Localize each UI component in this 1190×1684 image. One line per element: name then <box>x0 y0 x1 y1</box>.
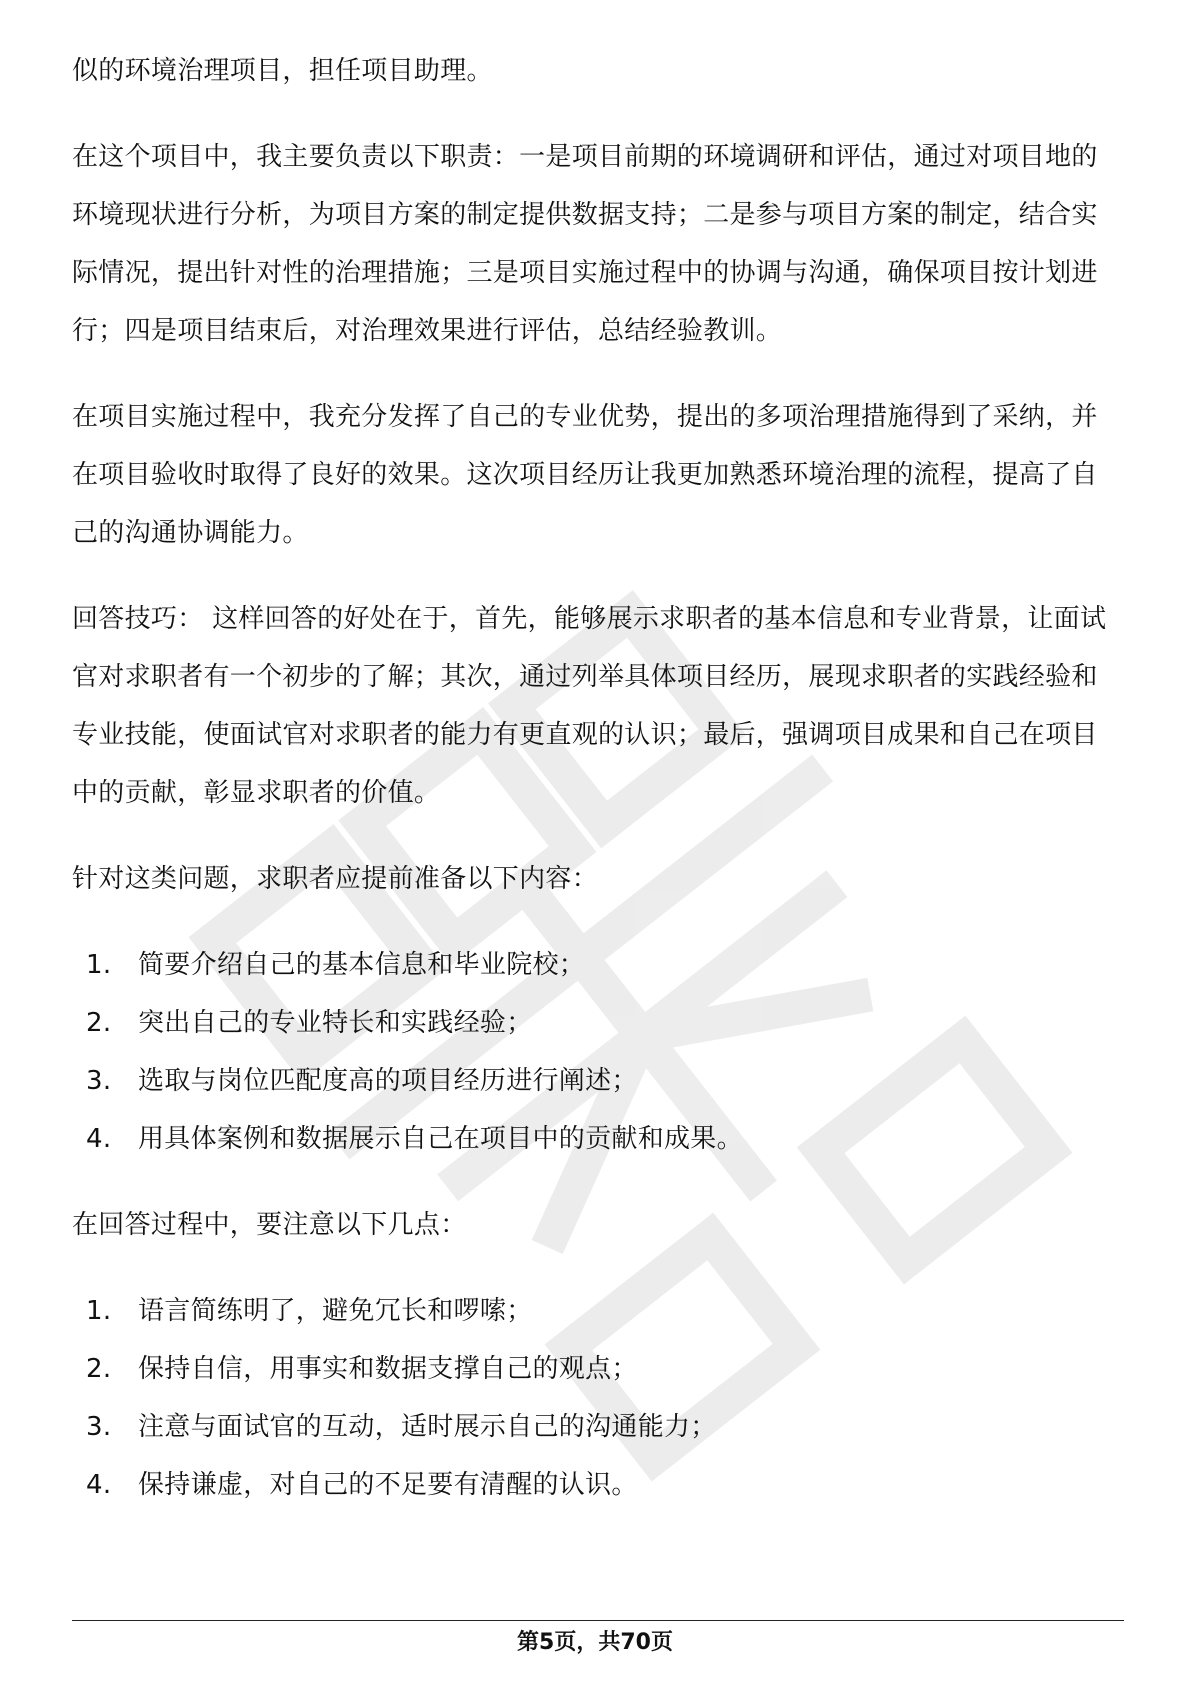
paragraph: 在项目实施过程中，我充分发挥了自己的专业优势，提出的多项治理措施得到了采纳，并在项目验收时取得了良好的效果。这次项目经历让我更加熟悉环境治理的流程，提高了自己的沟通协调能力。 <box>72 402 1098 548</box>
list-item-text: 选取与岗位匹配度高的项目经历进行阐述； <box>138 1066 638 1096</box>
list-item-number: 2. <box>86 1008 112 1038</box>
list-item <box>72 994 1122 1052</box>
paragraph-notes-intro: 在回答过程中，要注意以下几点： <box>72 1210 467 1240</box>
list-item <box>72 1340 1122 1398</box>
list-item <box>72 1110 1122 1168</box>
footer-divider <box>72 1620 1124 1621</box>
list-item-number: 1. <box>86 950 112 980</box>
list-item-number: 4. <box>86 1124 112 1154</box>
list-item-number: 4. <box>86 1470 112 1500</box>
list-item-text: 保持自信，用事实和数据支撑自己的观点； <box>138 1354 638 1384</box>
list-item-text: 保持谦虚，对自己的不足要有清醒的认识。 <box>138 1470 638 1500</box>
document-body <box>72 42 1122 1542</box>
list-item <box>72 1456 1122 1514</box>
list-item-text: 简要介绍自己的基本信息和毕业院校； <box>138 950 586 980</box>
list-item-text: 语言简练明了，避免冗长和啰嗦； <box>138 1296 533 1326</box>
notes-list <box>72 1282 1122 1514</box>
paragraph: 在这个项目中，我主要负责以下职责：一是项目前期的环境调研和评估，通过对项目地的环境现状进行分析，为项目方案的制定提供数据支持；二是参与项目方案的制定，结合实际情况，提出针对性的治理措施；三是项目实施过程中的协调与沟通，确保项目按计划进行；四是项目结束后，对治理效果进行评估，总结经验教训。 <box>72 142 1098 346</box>
list-item <box>72 1398 1122 1456</box>
list-item-text: 注意与面试官的互动，适时展示自己的沟通能力； <box>138 1412 717 1442</box>
list-item <box>72 1052 1122 1110</box>
paragraph: 似的环境治理项目，担任项目助理。 <box>72 56 493 86</box>
list-item-number: 3. <box>86 1412 112 1442</box>
list-item-number: 2. <box>86 1354 112 1384</box>
list-item-number: 3. <box>86 1066 112 1096</box>
page-number: 第5页，共70页 <box>517 1630 673 1655</box>
list-item <box>72 1282 1122 1340</box>
list-item-text: 突出自己的专业特长和实践经验； <box>138 1008 533 1038</box>
paragraph-answer-tips: 回答技巧： 这样回答的好处在于，首先，能够展示求职者的基本信息和专业背景，让面试官对求职者有一个初步的了解；其次，通过列举具体项目经历，展现求职者的实践经验和专业技能，使面试官对求职者的能力有更直观的认识；最后，强调项目成果和自己在项目中的贡献，彰显求职者的价值。 <box>72 604 1107 808</box>
list-item-text: 用具体案例和数据展示自己在项目中的贡献和成果。 <box>138 1124 743 1154</box>
prepare-list <box>72 936 1122 1168</box>
list-item-number: 1. <box>86 1296 112 1326</box>
paragraph-prepare-intro: 针对这类问题，求职者应提前准备以下内容： <box>72 864 599 894</box>
list-item <box>72 936 1122 994</box>
